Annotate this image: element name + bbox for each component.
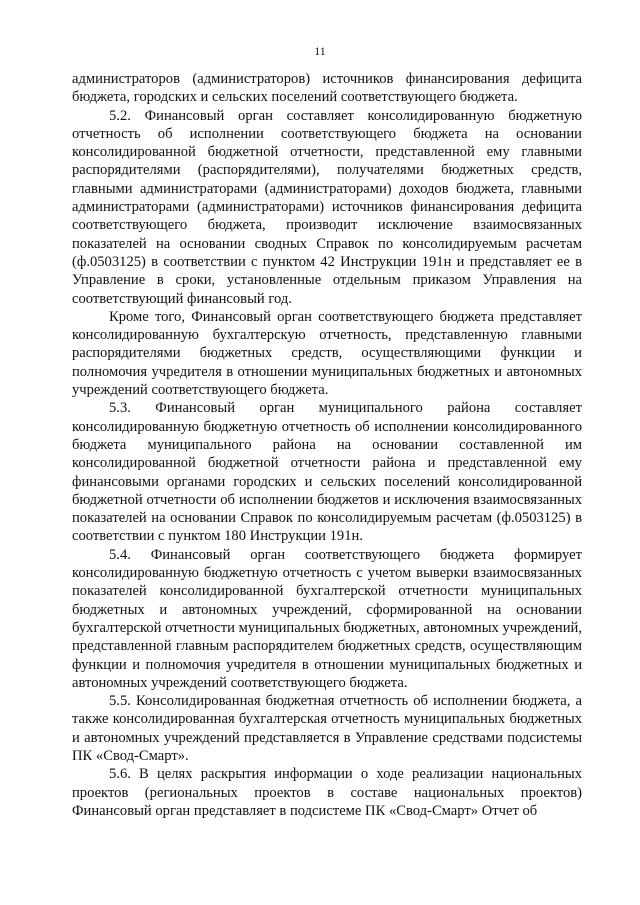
page-number: 11 [314, 44, 326, 58]
paragraph-5-4: 5.4. Финансовый орган соответствующего бюджета формирует консолидированную бюджетную отчетность с учетом выверки взаимосвязанных показателей консолидированной бухгалтерской отчетности муниципальных бюджетных и автономных учреждений, сформированной на основании бухгалтерской отчетности муниципальных бюджетных, автономных учреждений, представленной главным распорядителем бюджетных средств, осуществляющим функции и полномочия учредителя в отношении муниципальных бюджетных и автономных учреждений соответствующего бюджета. [72, 546, 582, 691]
paragraph-5-5: 5.5. Консолидированная бюджетная отчетность об исполнении бюджета, а также консолидированная бухгалтерская отчетность муниципальных бюджетных и автономных учреждений представляется в Управление средствами подсистемы ПК «Свод-Смарт». [72, 693, 582, 764]
paragraph-5-2-addendum: Кроме того, Финансовый орган соответствующего бюджета представляет консолидированную бухгалтерскую отчетность, представленную главными распорядителями бюджетных средств, осуществляющими функции и полномочия учредителя в отношении муниципальных бюджетных и автономных учреждений соответствующего бюджета. [72, 308, 582, 399]
paragraph-5-3: 5.3. Финансовый орган муниципального района составляет консолидированную бюджетную отчетность об исполнении консолидированного бюджета муниципального района на основании составленной им консолидированной бюджетной отчетности района и представленной ему финансовыми органами городских и сельских поселений консолидированной бюджетной отчетности об исполнении бюджетов и исключения взаимосвязанных показателей на основании Справок по консолидируемым расчетам (ф.0503125) в соответствии с пунктом 180 Инструкции 191н. [72, 400, 582, 545]
paragraph-5-6: 5.6. В целях раскрытия информации о ходе реализации национальных проектов (региональных проектов в составе национальных проектов) Финансовый орган представляет в подсистеме ПК «Свод-Смарт» Отчет об [72, 766, 582, 819]
paragraph-5-2: 5.2. Финансовый орган составляет консолидированную бюджетную отчетность об исполнении соответствующего бюджета на основании консолидированной бюджетной отчетности, представленной ему главными распорядителями (распорядителями), получателями бюджетных средств, главными администраторами (администраторами) доходов бюджета, главными администраторами (администраторами) источников финансирования дефицита соответствующего бюджета, производит исключение взаимосвязанных показателей на основании сводных Справок по консолидируемым расчетам (ф.0503125) в соответствии с пунктом 42 Инструкции 191н и представляет ее в Управление в сроки, установленные отдельным приказом Управления на соответствующий финансовый год. [72, 107, 582, 307]
document-body [72, 70, 582, 820]
paragraph-continuation: администраторов (администраторов) источников финансирования дефицита бюджета, городских и сельских поселений соответствующего бюджета. [72, 71, 582, 106]
